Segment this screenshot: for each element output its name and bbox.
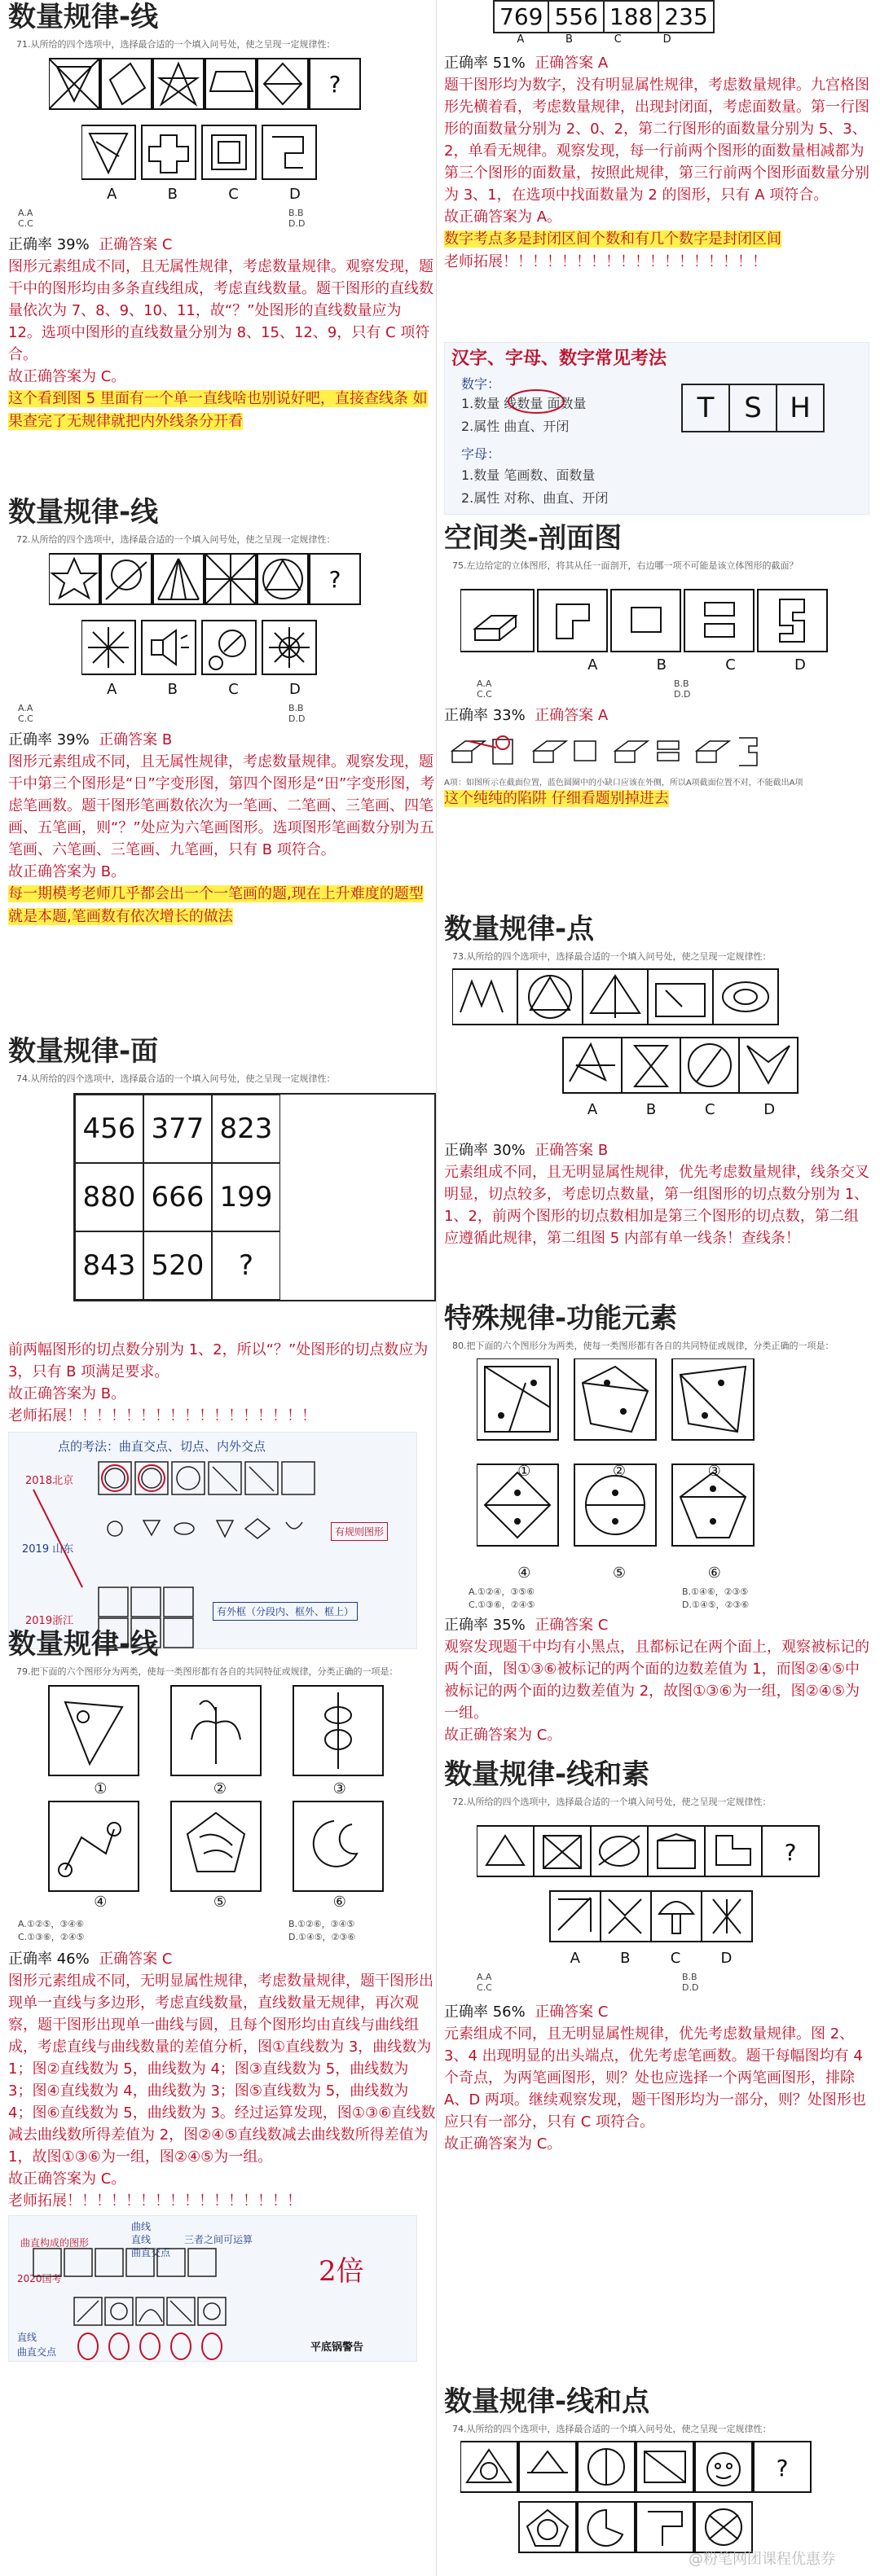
section-heading: 数量规律-线 (8, 1, 159, 33)
figure-number: ④ (517, 1564, 531, 1582)
question-text: 74.从所给的四个选项中，选择最合适的一个填入问号处，使之呈现一定规律性： (16, 1073, 336, 1084)
option-label-b: B (565, 33, 573, 46)
section-line-1 (8, 0, 436, 433)
figure-number: ⑤ (612, 1564, 627, 1582)
option-label-a: A (107, 186, 117, 203)
highlight-note: 这个纯纯的陷阱 仔细看题别掉进去 (444, 790, 669, 807)
section-area (8, 1034, 436, 1649)
option-label-c: C (725, 656, 736, 674)
extension-line: 曲线 (131, 2221, 152, 2232)
extension-panel-3 (444, 342, 869, 515)
question-figure-svg (477, 1824, 835, 1946)
option-label-d: D (720, 1950, 733, 1967)
extension-line: 曲直交点 (131, 2247, 171, 2258)
column-divider (436, 0, 437, 2576)
section-heading: 数量规律-线和点 (444, 2385, 650, 2418)
figure-number: ③ (707, 1463, 721, 1480)
digit-boxes (493, 0, 715, 33)
answer-options-left: A.①②⑤，③④⑥ C.①③⑥，②④⑤ (18, 1919, 85, 1942)
grid-cell: 666 (143, 1163, 212, 1231)
explanation: 题干图形均为数字，没有明显属性规律，考虑数量规律。九宫格图形先横着看，考虑数量规律，出现封闭面，考虑面数量。第一行图形的面数量分别为 2、0、2，第二行图形的面数量分别为 5、3、2，单看无规律。观察发现，每一行前两个图形的面数量相减都为第三个图形的面数量，按照此规律，第三行前两个图形面数量分别为 3、1，在选项中找面数量为 2 的图形，只有 A 项符合。 (444, 77, 869, 204)
question-text: 72.从所给的四个选项中，选择最合适的一个填入问号处，使之呈现一定规律性： (16, 534, 336, 545)
highlight-note: 每一期模考老师几乎都会出一个一笔画的题,现在上升难度的题型就是本题,笔画数有依次增长的做法 (8, 885, 424, 925)
accuracy-rate: 正确率 33% (444, 707, 526, 724)
option-label-d: D (288, 681, 301, 698)
letter-box: H (790, 392, 811, 424)
options-figure-svg (81, 619, 326, 676)
explanation: 元素组成不同，且无明显属性规律，优先考虑数量规律，线条交叉明显，切点较多，考虑切点数量，第一组图形的切点数分别为 1、1、2，前两个图形的切点数相加是第三个图形的切点数，第二组应遵循此规律，第二组图 5 内部有单一线条！查线条！ (444, 1164, 869, 1247)
option-label-c: C (704, 1101, 715, 1118)
figure-number: ⑥ (707, 1564, 721, 1582)
correct-answer: 正确答案 C (99, 236, 173, 253)
options-figure (81, 124, 436, 203)
section-line-and-element (444, 1758, 872, 2155)
section-line-2 (8, 495, 436, 928)
year-label: 2019浙江 (25, 1615, 74, 1627)
question-figure-svg (460, 2440, 843, 2554)
question-text: 80.把下面的六个图形分为两类，使每一类图形都有各自的共同特征或规律，分类正确的一项是： (452, 1341, 834, 1351)
question-figure (452, 968, 872, 1118)
option-label-c: C (614, 33, 622, 46)
figure-number: ③ (332, 1780, 346, 1797)
options-figure-svg (81, 124, 326, 181)
answer-options-right: B.B D.D (288, 703, 306, 724)
svg-text:?: ? (328, 71, 341, 98)
explanation: 图形元素组成不同，且无属性规律，考虑数量规律。观察发现，题干中的图形均由多条直线组成，考虑直线数量。题干图形的直线数量依次为 7、8、9、10、11，故“？”处图形的直线数量应为 12。选项中图形的直线数量分别为 8、15、12、9，只有 C 项符合。 (8, 258, 433, 363)
option-label-d: D (662, 33, 671, 46)
final-answer: 故正确答案为 B。 (8, 1385, 126, 1402)
option-label-a: A (517, 33, 525, 46)
extension-line: 1.数量 线数量 面数量 (461, 396, 587, 411)
option-label-b: B (167, 681, 178, 698)
extension-line: 直线 (131, 2234, 152, 2245)
extension-label: 曲直构成的图形 (20, 2237, 90, 2249)
section-heading: 空间类-剖面图 (444, 522, 623, 555)
grid-cell: 199 (212, 1163, 280, 1231)
correct-answer: 正确答案 C (535, 1617, 609, 1634)
explanation: 观察发现题干中均有小黑点，且都标记在两个面上，观察被标记的两个面，图①③⑥被标记的两个面的边数差值为 1，而图②④⑤中被标记的两个面的边数差值为 2，故图①③⑥为一组，图②④⑤为一组。 (444, 1639, 869, 1722)
question-figure-svg (452, 968, 860, 1098)
figure-number: ⑤ (213, 1894, 227, 1911)
extension-line: 2.属性 对称、曲直、开闭 (461, 490, 609, 506)
section-line-and-point (444, 2385, 872, 2557)
circle-labels-top (41, 1780, 399, 1797)
answer-options-right: B.①②⑥，③④⑤ D.①④⑤，②③⑥ (288, 1919, 356, 1942)
question-figure-svg (477, 1358, 762, 1562)
solution-figure (444, 726, 868, 772)
explanation: 图形元素组成不同，无明显属性规律，考虑数量规律，题干图形出现单一直线与多边形，考虑直线数量，直线数量无规律，再次观察，题干图形出现单一曲线与圆，且每个图形均由直线与曲线组成，考虑直线与曲线数量的差值分析，图①直线数为 3，曲线数为 1；图②直线数为 5，曲线数为 4；图③直线数为 5，曲线数为 3；图④直线数为 4，曲线数为 3；图⑤直线数为 5，曲线数为 4；图⑥直线数为 5，曲线数为 3。经过运算发现，图①③⑥直线数减去曲线数所得差值为 2，图②④⑤直线数减去曲线数所得差值为 1，故图①③⑥为一组，图②④⑤为一组。 (8, 1973, 436, 2166)
svg-text:?: ? (328, 566, 341, 593)
question-text: 79.把下面的六个图形分为两类，使每一类图形都有各自的共同特征或规律，分类正确的一项是： (16, 1666, 398, 1677)
correct-answer: 正确答案 A (535, 55, 609, 72)
section-digits (444, 0, 872, 273)
explanation: 前两幅图形的切点数分别为 1、2，所以“？”处图形的切点数应为 3，只有 B 项满足要求。 (8, 1341, 429, 1380)
figure-number: ② (213, 1780, 227, 1797)
grid-cell: 843 (75, 1231, 143, 1300)
question-text: 71.从所给的四个选项中，选择最合适的一个填入问号处，使之呈现一定规律性： (16, 39, 336, 50)
question-figure (49, 551, 436, 611)
extension-label: 数字： (461, 376, 501, 392)
figure-number: ① (517, 1463, 531, 1480)
circle-labels-bottom (477, 1564, 762, 1582)
section-heading: 数量规律-线 (8, 496, 159, 529)
section-line-3 (8, 1627, 436, 2362)
section-heading: 数量规律-面 (8, 1035, 159, 1068)
option-label-b: B (620, 1950, 631, 1967)
option-label-d: D (763, 1101, 776, 1118)
accuracy-rate: 正确率 35% (444, 1617, 526, 1634)
option-label-a: A (587, 1101, 598, 1118)
option-label-a: A (587, 656, 598, 674)
option-label-c: C (228, 186, 239, 203)
teacher-extension: 老师拓展！！！！！！！！！！！！！！！！ (8, 2192, 301, 2210)
question-figure (49, 55, 436, 116)
circle-labels-top (477, 1463, 762, 1480)
option-label-a: A (570, 1950, 580, 1967)
digit-box: 188 (605, 2, 659, 32)
extension-tag: 有外框（分段内、框外、框上） (213, 1602, 358, 1621)
question-figure (460, 2440, 872, 2557)
accuracy-rate: 正确率 39% (8, 236, 90, 253)
answer-options-right: B.①④⑥，②③⑤ D.①④⑤，②③⑥ (682, 1586, 750, 1610)
grid-cell: 456 (75, 1095, 143, 1163)
grid-cell: 823 (212, 1095, 280, 1163)
answer-options-left: A.A C.C (18, 208, 33, 229)
handwritten-note: 2倍 (319, 2255, 364, 2288)
option-label-b: B (167, 186, 178, 203)
options-figure (81, 619, 436, 698)
digit-box: 556 (549, 2, 604, 32)
correct-answer: 正确答案 B (99, 731, 173, 748)
figure-number: ④ (94, 1894, 108, 1911)
question-figure-svg (460, 588, 835, 653)
letter-boxes (681, 384, 825, 432)
figure-number: ① (94, 1780, 108, 1797)
extension-tag: 有规则图形 (331, 1522, 388, 1541)
question-figure (477, 1824, 872, 1967)
grid-cell: ? (212, 1231, 280, 1300)
grid-cell: 377 (143, 1095, 212, 1163)
extension-title: 点的考法：曲直交点、切点、内外交点 (58, 1439, 266, 1454)
answer-options-left: A.①②④，③⑤⑥ C.①③⑥，②④⑤ (469, 1586, 535, 1610)
question-text: 74.从所给的四个选项中，选择最合适的一个填入问号处，使之呈现一定规律性： (452, 2424, 772, 2434)
final-answer: 故正确答案为 C。 (444, 2135, 562, 2153)
answer-options-right: B.B D.D (674, 678, 691, 700)
option-label-a: A (107, 681, 117, 698)
final-answer: 故正确答案为 A。 (444, 208, 562, 226)
extension-title: 汉字、字母、数字常见考法 (451, 349, 667, 369)
option-label-b: B (645, 1101, 657, 1118)
option-label-c: C (228, 681, 239, 698)
extension-foot: 直线 (17, 2332, 37, 2343)
section-heading: 数量规律-点 (444, 913, 595, 946)
answer-options-left: A.A C.C (477, 1972, 492, 1993)
extension-label: 字母： (461, 446, 501, 462)
question-text: 72.从所给的四个选项中，选择最合适的一个填入问号处，使之呈现一定规律性： (452, 1797, 772, 1807)
question-figure (460, 588, 872, 674)
question-text: 73.从所给的四个选项中，选择最合适的一个填入问号处，使之呈现一定规律性： (452, 951, 772, 962)
extension-panel (8, 1432, 417, 1649)
final-answer: 故正确答案为 C。 (8, 2170, 126, 2188)
extension-panel-2 (8, 2215, 417, 2362)
solution-note: A项：如图所示在截面位置，蓝色圆圈中的小缺口应该在外侧，所以A项截面位置不对，不能截出A项 (444, 779, 803, 788)
stamp-label: 平底锅警告 (310, 2341, 364, 2354)
year-label: 2018北京 (25, 1475, 74, 1487)
grid-cell: 520 (143, 1231, 212, 1300)
extension-foot: 曲直交点 (17, 2346, 57, 2358)
answer-options-right: B.B D.D (682, 1972, 699, 1993)
section-heading: 特殊规律-功能元素 (444, 1302, 678, 1335)
svg-text:?: ? (784, 1839, 797, 1866)
question-figure-svg (49, 551, 416, 608)
section-points (444, 912, 872, 1249)
option-label-b: B (656, 656, 667, 674)
question-figure (41, 1683, 436, 1911)
highlight-note: 数字考点多是封闭区间个数和有几个数字是封闭区间 (444, 230, 781, 248)
circle-labels-bottom (41, 1894, 399, 1911)
accuracy-rate: 正确率 30% (444, 1142, 526, 1159)
number-grid (73, 1093, 436, 1301)
final-answer: 故正确答案为 C。 (444, 1727, 562, 1744)
accuracy-rate: 正确率 46% (8, 1951, 90, 1968)
question-figure-svg (49, 55, 416, 112)
year-label: 2019 山东 (22, 1543, 74, 1556)
question-figure (477, 1358, 872, 1582)
extension-line: 1.数量 笔画数、面数量 (461, 467, 596, 483)
figure-number: ⑥ (332, 1894, 346, 1911)
final-answer: 故正确答案为 B。 (8, 863, 126, 880)
answer-options-left: A.A C.C (477, 678, 492, 700)
correct-answer: 正确答案 B (535, 1142, 609, 1159)
figure-number: ② (612, 1463, 627, 1480)
teacher-extension: 老师拓展！！！！！！！！！！！！！！！！！ (8, 1407, 316, 1424)
question-text: 75.左边给定的立体图形，将其从任一面剖开，右边哪一项不可能是该立体图形的截面？ (452, 560, 799, 571)
watermark: @粉笔网团课程优惠券 (689, 2551, 835, 2568)
extension-line: 2.属性 曲直、开闭 (461, 419, 570, 434)
correct-answer: 正确答案 C (99, 1951, 173, 1968)
final-answer: 故正确答案为 C。 (8, 368, 126, 385)
grid-cell: 880 (75, 1163, 143, 1231)
section-heading: 数量规律-线和素 (444, 1758, 650, 1791)
letter-box: T (683, 385, 730, 431)
accuracy-rate: 正确率 56% (444, 2003, 526, 2021)
section-cross-section (444, 521, 872, 810)
option-label-c: C (670, 1950, 681, 1967)
teacher-extension: 老师拓展！！！！！！！！！！！！！！！！！！ (444, 253, 767, 270)
extension-line: 三者之间可运算 (184, 2234, 253, 2245)
explanation: 元素组成不同，且无明显属性规律，优先考虑数量规律。图 2、3、4 出现明显的出头端点，优先考虑笔画数。题干每幅图均有 4 个奇点，为两笔画图形，则？处也应选择一个两笔画图形，排除 A、D 两项。继续观察发现，题干图形均为一部分，则？处图形也应只有一部分，只有 C 项符合。 (444, 2025, 866, 2131)
answer-options-left: A.A C.C (18, 703, 33, 724)
option-label-d: D (288, 186, 301, 203)
accuracy-rate: 正确率 51% (444, 55, 526, 72)
accuracy-rate: 正确率 39% (8, 731, 90, 748)
section-heading: 数量规律-线 (8, 1628, 159, 1661)
correct-answer: 正确答案 C (535, 2003, 609, 2021)
letter-box: S (730, 385, 777, 431)
answer-options-right: B.B D.D (288, 208, 306, 229)
option-label-d: D (794, 656, 806, 674)
explanation: 图形元素组成不同，且无属性规律，考虑数量规律。观察发现，题干中第三个图形是“日”字变形图，第四个图形是“田”字变形图，考虑笔画数。题干图形笔画数依次为一笔画、二笔画、三笔画、四笔画、五笔画，则“？”处应为六笔画图形。选项图形笔画数分别为五笔画、六笔画、三笔画、九笔画，只有 B 项符合。 (8, 753, 435, 858)
year-label: 2020国考 (17, 2273, 62, 2284)
correct-answer: 正确答案 A (535, 707, 609, 724)
svg-text:?: ? (776, 2455, 789, 2482)
digit-box: 769 (495, 2, 549, 32)
highlight-note: 这个看到图 5 里面有一个单一直线啥也别说好吧，直接查线条 如果查完了无规律就把内外线条分开看 (8, 390, 428, 430)
section-function-element (444, 1301, 872, 1746)
digit-box: 235 (664, 3, 708, 30)
